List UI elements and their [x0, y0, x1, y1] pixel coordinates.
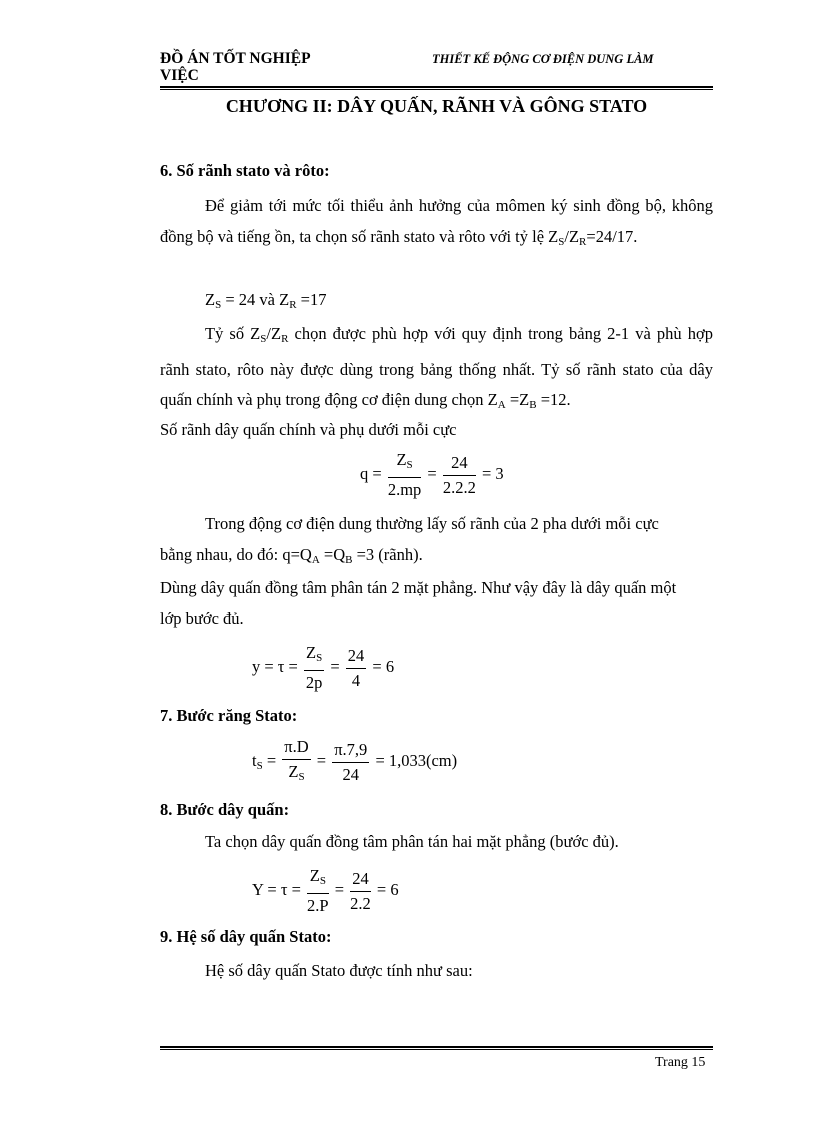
fraction-zs-2P: $\frac{Z_S}{2.P}$ — [307, 866, 329, 915]
section-9-paragraph: Hệ số dây quấn Stato được tính như sau: — [205, 961, 473, 980]
section-8-heading: 8. Bước dây quấn: — [160, 800, 290, 819]
section-6-line-3: Số rãnh dây quấn chính và phụ dưới mỗi cực — [160, 420, 457, 439]
header-right: THIẾT KẾ ĐỘNG CƠ ĐIỆN DUNG LÀM — [432, 52, 654, 66]
equation-y: y = τ = $\frac{Z_S}{2p}$ = $\frac{24}{4}$ = 6 — [252, 643, 395, 692]
header-rule — [160, 86, 713, 90]
ratio-inline: $Z_S/Z_R$ — [548, 226, 587, 248]
header-left-line2: VIỆC — [160, 67, 199, 84]
footer-rule — [160, 1046, 713, 1050]
section-8-paragraph: Ta chọn dây quấn đồng tâm phân tán hai mặt phẳng (bước đủ). — [205, 832, 619, 851]
equation-q: q = $\frac{Z_S}{2.mp}$ = $\frac{24}{2.2.2}$ = 3 — [360, 450, 504, 499]
page-number: Trang 15 — [655, 1055, 706, 1070]
section-6-heading: 6. Số rãnh stato và rôto: — [160, 161, 330, 180]
fraction-pi79-24: $\frac{\pi.7,9}{24}$ — [334, 739, 368, 784]
section-9-heading: 9. Hệ số dây quấn Stato: — [160, 927, 332, 946]
header-left-line1: ĐỒ ÁN TỐT NGHIỆP — [160, 50, 311, 67]
section-6-paragraph-1: Để giảm tới mức tối thiểu ảnh hưởng của mômen ký sinh đồng bộ, không đồng bộ và tiếng ồn, ta chọn số rãnh stato và rôto với tỷ lệ $Z_S/Z_R=24/17$. — [160, 196, 713, 248]
header-left — [160, 50, 311, 84]
fraction-24-222: $\frac{24}{2.2.2}$ — [442, 452, 476, 497]
fraction-24-4: $\frac{24}{4}$ — [347, 645, 365, 690]
zs-zr-values: $Z_S = 24$ và $Z_R =17$ — [205, 290, 327, 311]
section-7-heading: 7. Bước răng Stato: — [160, 706, 298, 725]
equation-Y: Y = τ = $\frac{Z_S}{2.P}$ = $\frac{24}{2.2}$ = 6 — [252, 866, 399, 915]
fraction-24-22: $\frac{24}{2.2}$ — [350, 868, 371, 913]
equation-ts: $t_S$ = $\frac{\pi.D}{Z_S}$ = $\frac{\pi.7,9}{24}$ = 1,033(cm) — [252, 737, 457, 787]
chapter-title: CHƯƠNG II: DÂY QUẤN, RÃNH VÀ GÔNG STATO — [225, 96, 648, 116]
section-6-paragraph-5-line-1: Dùng dây quấn đồng tâm phân tán 2 mặt phẳng. Như vậy đây là dây quấn một — [160, 578, 677, 597]
section-6-paragraph-4: Trong động cơ điện dung thường lấy số rãnh của 2 pha dưới mỗi cực — [205, 514, 659, 533]
section-6-paragraph-5-line-2: lớp bước đủ. — [160, 609, 244, 628]
section-6-paragraph-2: Tỷ số $Z_S/Z_R$ chọn được phù hợp với quy định trong bảng 2-1 và phù hợp rãnh stato, rôto này được dùng trong bảng thống nhất. Tỷ số rãnh stato của dây quấn chính và phụ trong động cơ điện dung chọn $Z_A =Z_B =12$. — [160, 324, 713, 411]
fraction-zs-2p: $\frac{Z_S}{2p}$ — [305, 643, 323, 692]
fraction-piD-zs: $\frac{\pi.D}{Z_S}$ — [284, 737, 309, 783]
fraction-zs-2mp: $\frac{Z_S}{2.mp}$ — [387, 450, 422, 499]
section-6-paragraph-4-line-2: bằng nhau, do đó: $q=Q_A =Q_B =3$ (rãnh). — [160, 545, 423, 566]
